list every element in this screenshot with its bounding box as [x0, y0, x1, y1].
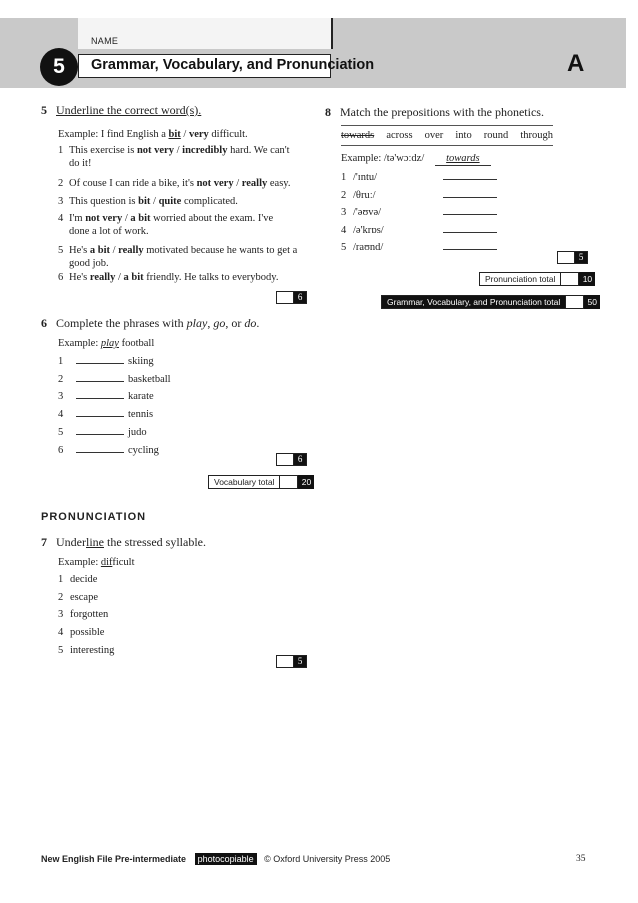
- q7-number: 7: [41, 535, 47, 549]
- q5-option-1[interactable]: not very: [136, 145, 174, 156]
- q6-item: [58, 388, 154, 403]
- q6-answer-blank[interactable]: [76, 406, 124, 417]
- page-number: 35: [576, 854, 586, 864]
- q8-word-towards: towards: [341, 130, 375, 141]
- q6-item-number: 4: [58, 409, 64, 421]
- q7-word[interactable]: decide: [70, 574, 98, 585]
- photocopiable-badge: photocopiable: [195, 853, 257, 865]
- q8-phonetic: /'əʊvə/: [353, 207, 382, 218]
- q6-item-number: 2: [58, 373, 64, 385]
- q8-item-number: 4: [341, 224, 347, 236]
- q5-option-2[interactable]: really: [241, 178, 268, 189]
- q8-item-number: 5: [341, 242, 347, 253]
- q6-item-text: skiing: [128, 356, 154, 367]
- q5-item-text: Of couse I can ride a bike, it's: [69, 178, 197, 189]
- q8-item: [341, 187, 497, 202]
- q5-item-text: easy.: [267, 178, 291, 189]
- q5-item-text: worried about the exam. I've: [150, 213, 274, 224]
- footer: [41, 854, 390, 864]
- q5-item-text: done a lot of work.: [69, 226, 149, 237]
- q5-item-text: complicated.: [181, 196, 238, 207]
- pronunciation-heading: PRONUNCIATION: [41, 511, 147, 523]
- q5-item-text: do it!: [69, 158, 92, 169]
- q7-word[interactable]: escape: [70, 591, 98, 603]
- q7-item: [58, 573, 97, 586]
- page-title: Grammar, Vocabulary, and Pronunciation: [91, 57, 375, 73]
- q8-item: [341, 204, 497, 219]
- q6-item-text: basketball: [128, 373, 171, 385]
- q8-word-box-bottom: [341, 145, 553, 146]
- footer-copyright: © Oxford University Press 2005: [264, 854, 391, 864]
- q5-item-number: 2: [58, 178, 64, 189]
- q8-answer-blank[interactable]: [443, 239, 497, 250]
- q8-item-number: 2: [341, 189, 347, 201]
- q8-instruction: 8 Match the prepositions with the phonetics.: [325, 105, 544, 119]
- q8-answer-blank[interactable]: [443, 204, 497, 215]
- q7-item-number: 2: [58, 591, 64, 603]
- q5-item-number: 6: [58, 272, 64, 283]
- q7-word[interactable]: possible: [70, 627, 105, 639]
- q7-example: Example: difficult: [58, 557, 135, 568]
- q8-number: 8: [325, 105, 331, 119]
- q7-item-number: 4: [58, 627, 64, 639]
- q8-answer-blank[interactable]: [443, 222, 497, 233]
- q6-answer-blank[interactable]: [76, 424, 124, 435]
- q5-instruction: [41, 103, 201, 118]
- q7-instruction: 7 Underline the stressed syllable.: [41, 535, 206, 549]
- q6-item-text: karate: [128, 391, 154, 403]
- q5-score-box: 6: [276, 291, 307, 304]
- q7-item: [58, 626, 104, 639]
- q8-word-bank: [341, 130, 553, 141]
- q5-item: 1 This exercise is not very / incredibly hard. We can't do it!: [58, 145, 290, 169]
- q5-item-text: motivated because he wants to get a: [143, 245, 298, 256]
- q5-example: Example: I find English a bit / very difficult.: [58, 129, 248, 140]
- q6-item: [58, 442, 159, 457]
- q6-number: 6: [41, 316, 47, 330]
- q8-phonetic: /θruː/: [353, 189, 376, 201]
- q5-item-number: 4: [58, 213, 64, 224]
- q6-item: [58, 424, 147, 439]
- q5-item-text: This question is: [69, 196, 139, 207]
- q5-item: 2 Of couse I can ride a bike, it's not very / really easy.: [58, 178, 291, 189]
- q6-item-text: tennis: [128, 409, 154, 421]
- q8-phonetic: /raʊnd/: [353, 242, 384, 253]
- q7-item-number: 5: [58, 644, 64, 656]
- q6-item-text: cycling: [128, 444, 159, 456]
- q8-word-round: round: [483, 130, 509, 141]
- q6-answer-blank[interactable]: [76, 371, 124, 382]
- pronunciation-total: Pronunciation total 10: [479, 272, 595, 286]
- q6-example: Example: play football: [58, 338, 155, 349]
- q8-item-number: 1: [341, 172, 347, 183]
- name-label: NAME: [91, 36, 119, 46]
- q6-item-text: judo: [128, 426, 147, 438]
- q5-option-1[interactable]: not very: [196, 178, 234, 189]
- q5-option-1[interactable]: bit: [138, 196, 151, 207]
- q5-item-text: This exercise is: [69, 145, 137, 156]
- q6-item: [58, 371, 171, 386]
- q5-option-2[interactable]: incredibly: [182, 145, 228, 156]
- q5-item-number: 5: [58, 245, 64, 256]
- q5-instruction-text: Underline the correct word(s).: [56, 103, 202, 117]
- unit-number-badge: 5: [40, 48, 78, 86]
- q5-item: 4 I'm not very / a bit worried about the exam. I've done a lot of work.: [58, 213, 274, 237]
- q6-item-number: 3: [58, 391, 64, 403]
- q5-item-text: He's: [69, 245, 90, 256]
- q6-answer-blank[interactable]: [76, 353, 124, 364]
- q7-score-box: 5: [276, 655, 307, 668]
- q5-item: 6 He's really / a bit friendly. He talks to everybody.: [58, 272, 279, 283]
- q6-item-number: 6: [58, 444, 64, 456]
- q8-example: Example: /tə'wɔːdz/ towards: [341, 152, 491, 166]
- q5-option-2[interactable]: a bit: [130, 213, 151, 224]
- q7-item-number: 1: [58, 574, 64, 585]
- q7-item: [58, 644, 114, 657]
- q5-option-2[interactable]: quite: [158, 196, 182, 207]
- q8-answer-blank[interactable]: [443, 169, 497, 180]
- q5-item-text: I'm: [69, 213, 86, 224]
- q8-phonetic: /'ɪntu/: [353, 172, 378, 183]
- q7-word[interactable]: interesting: [70, 644, 115, 656]
- q8-phonetic: /ə'krɒs/: [353, 224, 384, 236]
- q8-item-number: 3: [341, 207, 347, 218]
- q7-word[interactable]: forgotten: [70, 609, 109, 621]
- q5-item-text: He's: [69, 272, 90, 283]
- q5-option-2[interactable]: a bit: [123, 272, 144, 283]
- q6-item: [58, 406, 153, 421]
- q5-item-number: 1: [58, 145, 64, 156]
- q6-answer-blank[interactable]: [76, 442, 124, 453]
- q6-score-box: 6: [276, 453, 307, 466]
- q5-option-1[interactable]: a bit: [89, 245, 110, 256]
- q6-item: [58, 353, 154, 368]
- grand-total: Grammar, Vocabulary, and Pronunciation total 50: [381, 295, 600, 309]
- q5-item-text: good job.: [69, 258, 109, 269]
- q8-item: [341, 239, 497, 254]
- q6-instruction: 6 Complete the phrases with play, go, or do.: [41, 316, 260, 330]
- q5-item-number: 3: [58, 196, 64, 207]
- q7-item: [58, 608, 108, 621]
- q6-answer-blank[interactable]: [76, 388, 124, 399]
- q8-word-into: into: [455, 130, 472, 141]
- q5-option-1[interactable]: really: [89, 272, 116, 283]
- q5-option-2[interactable]: really: [118, 245, 144, 256]
- q8-item: [341, 222, 497, 237]
- q8-word-box-top: [341, 125, 553, 126]
- q5-number: 5: [41, 103, 47, 117]
- q8-word-across: across: [386, 130, 413, 141]
- q8-word-through: through: [520, 130, 553, 141]
- q8-answer-blank[interactable]: [443, 187, 497, 198]
- q8-word-over: over: [424, 130, 444, 141]
- test-version: A: [567, 50, 585, 77]
- q5-item: 5 He's a bit / really motivated because he wants to get a good job.: [58, 245, 298, 269]
- q7-item: [58, 591, 98, 604]
- q5-item-text: hard. We can't: [227, 145, 290, 156]
- q8-item: [341, 169, 497, 184]
- q8-score-box: 5: [557, 251, 588, 264]
- q5-option-1[interactable]: not very: [85, 213, 123, 224]
- q7-item-number: 3: [58, 609, 64, 621]
- q5-item-text: friendly. He talks to everybody.: [143, 272, 279, 283]
- q6-item-number: 5: [58, 426, 64, 438]
- q5-item: 3 This question is bit / quite complicated.: [58, 196, 238, 207]
- vocabulary-total: Vocabulary total 20: [208, 475, 314, 489]
- q6-item-number: 1: [58, 356, 64, 367]
- footer-book-title: New English File Pre-intermediate: [41, 854, 187, 864]
